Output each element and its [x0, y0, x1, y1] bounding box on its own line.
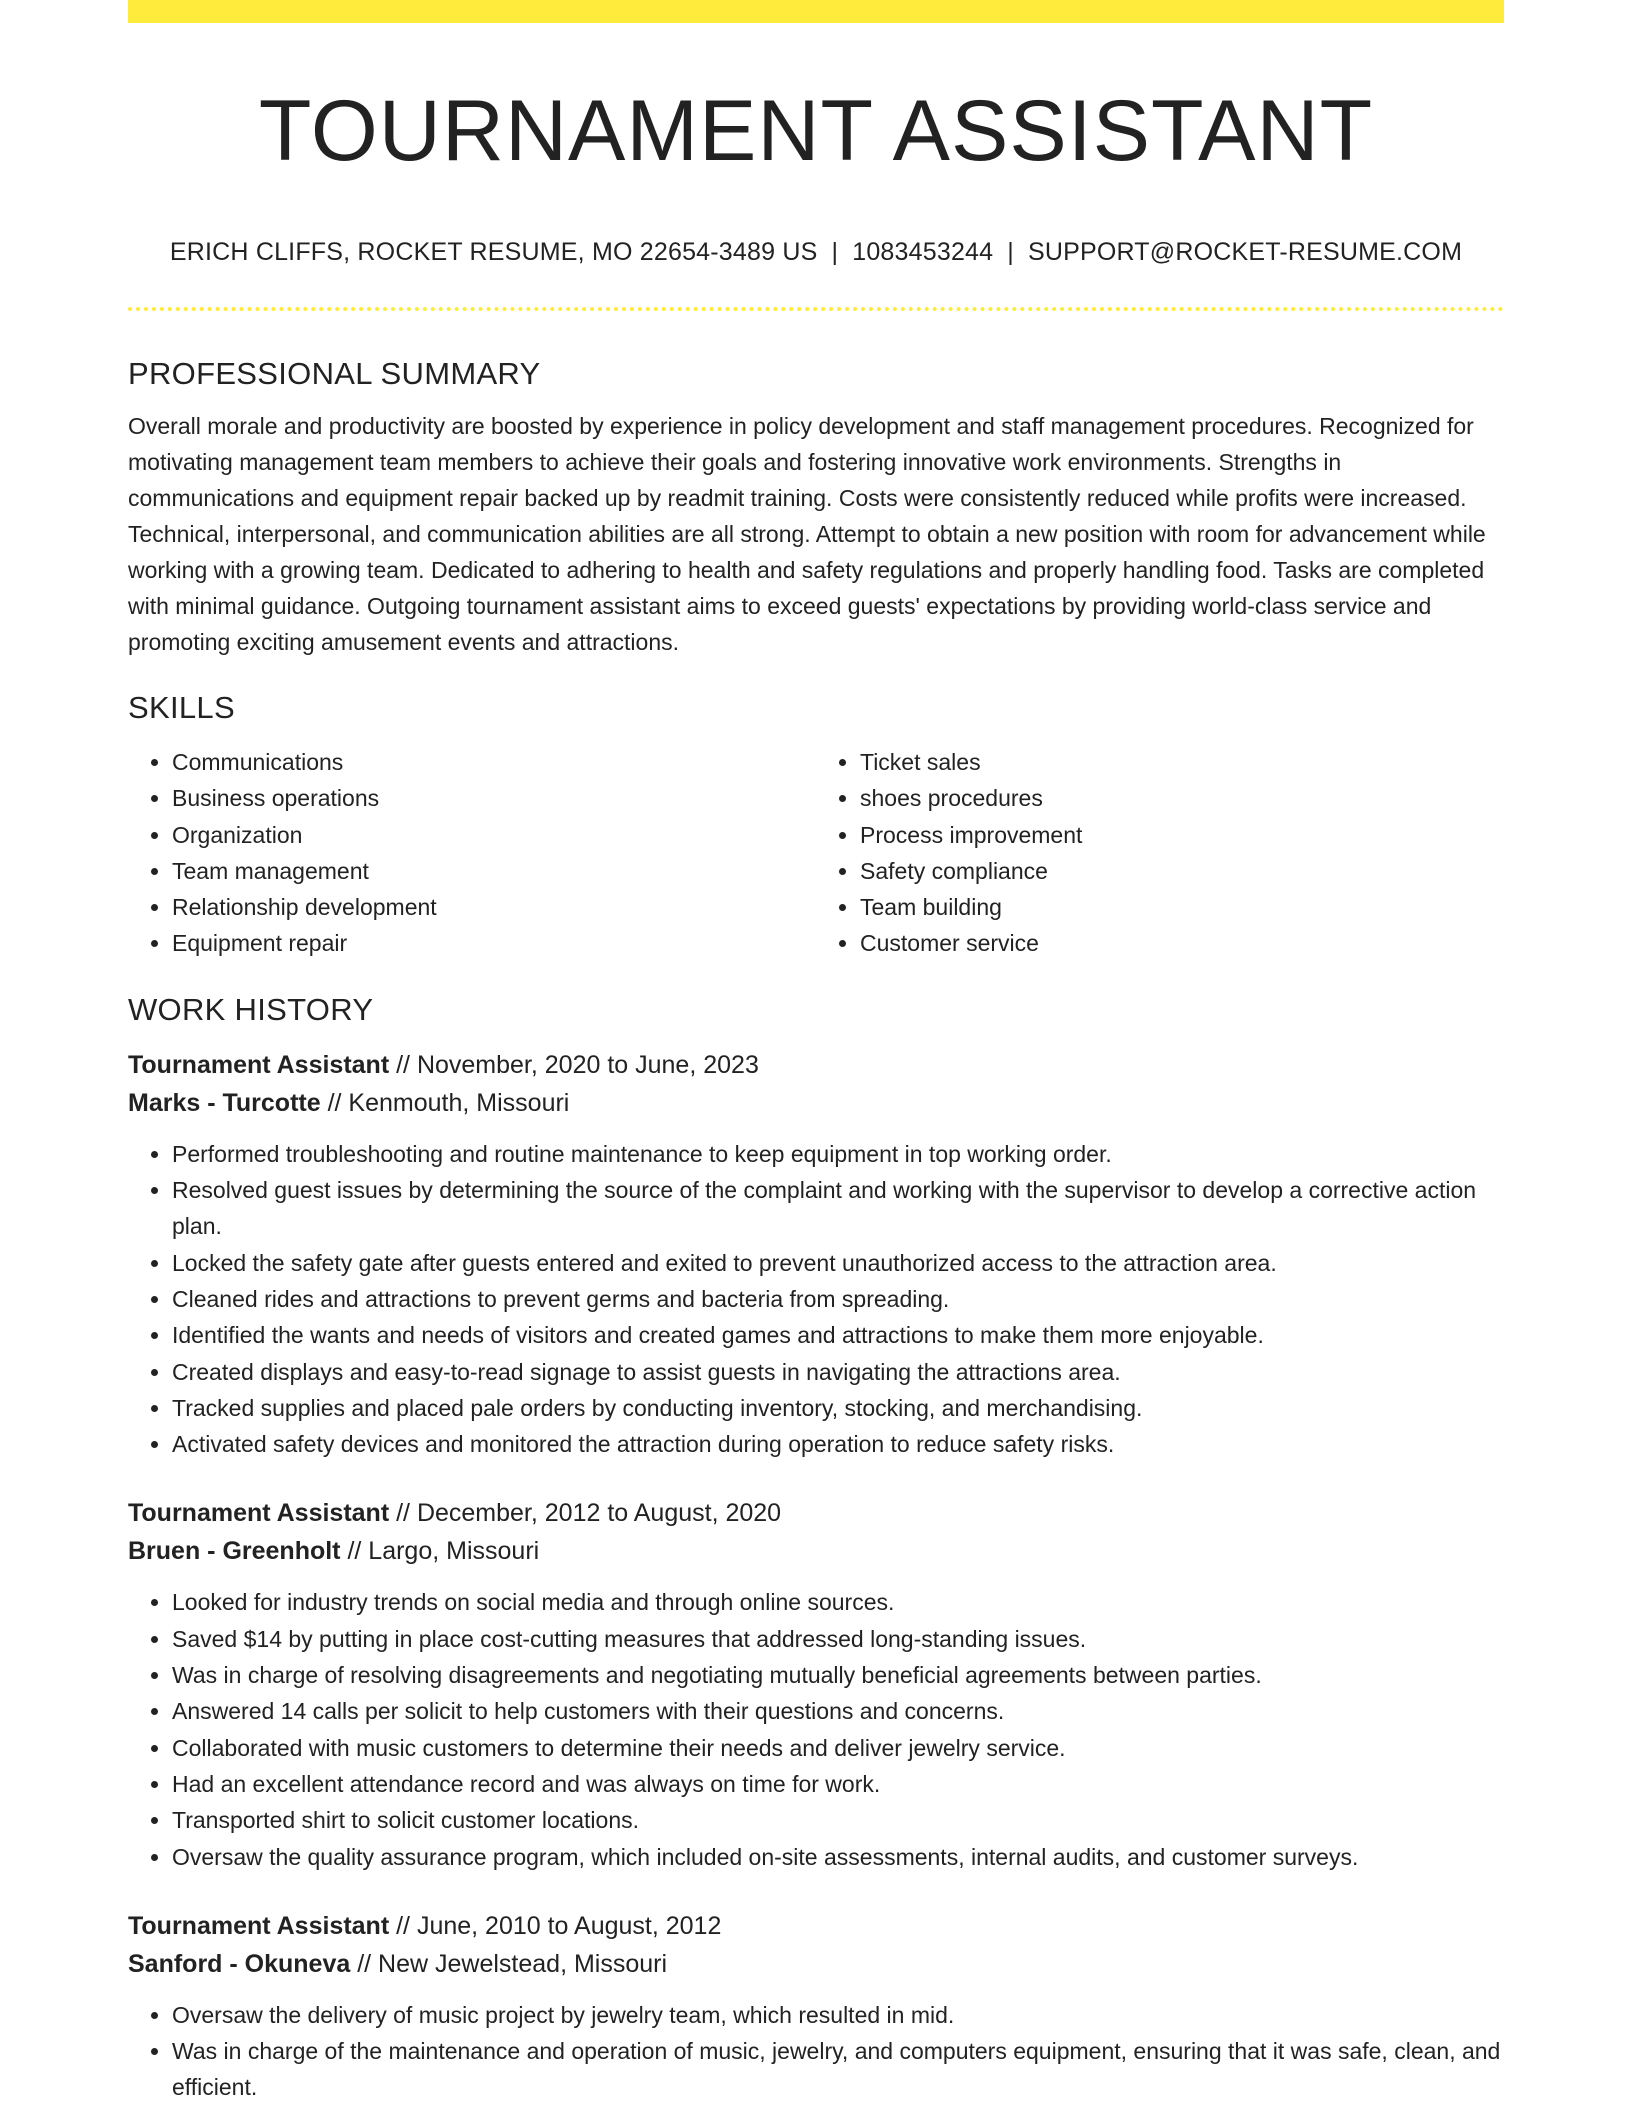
job-bullets — [128, 1584, 1504, 1874]
job-bullet: • Collaborated with music customers to determine their needs and deliver jewelry service. — [172, 1730, 1504, 1766]
job-company: Sanford - Okuneva — [128, 1949, 351, 1978]
job-bullet: • Created displays and easy-to-read signage to assist guests in navigating the attractions area. — [172, 1354, 1504, 1390]
job-bullet: • Identified the wants and needs of visitors and created games and attractions to make them more enjoyable. — [172, 1317, 1504, 1353]
job-bullet: • Transported shirt to solicit customer locations. — [172, 1802, 1504, 1838]
job-bullet: • Activated safety devices and monitored the attraction during operation to reduce safety risks. — [172, 1426, 1504, 1462]
job-title: Tournament Assistant — [128, 1499, 390, 1528]
job-bullet: • Performed troubleshooting and routine maintenance to keep equipment in top working order. — [172, 1136, 1504, 1172]
job-entry — [128, 1907, 1504, 2106]
skill-item: • Ticket sales — [860, 744, 1504, 780]
contact-separator: | — [831, 238, 839, 266]
skill-item: • Team management — [172, 853, 816, 889]
job-bullet: • Was in charge of resolving disagreements and negotiating mutually beneficial agreements between parties. — [172, 1657, 1504, 1693]
job-title-line — [128, 1046, 1504, 1084]
summary-heading: PROFESSIONAL SUMMARY — [128, 356, 541, 391]
job-bullet: • Locked the safety gate after guests entered and exited to prevent unauthorized access to the attraction area. — [172, 1245, 1504, 1281]
job-bullet: • Oversaw the quality assurance program, which included on-site assessments, internal audits, and customer surveys. — [172, 1839, 1504, 1875]
job-bullet: • Tracked supplies and placed pale orders by conducting inventory, stocking, and merchandising. — [172, 1390, 1504, 1426]
job-location: // Largo, Missouri — [340, 1537, 540, 1566]
job-company: Bruen - Greenholt — [128, 1537, 341, 1566]
resume-title: TOURNAMENT ASSISTANT — [258, 83, 1374, 179]
job-bullet: • Oversaw the delivery of music project by jewelry team, which resulted in mid. — [172, 1997, 1504, 2033]
skill-item: • Relationship development — [172, 889, 816, 925]
header-divider — [128, 307, 1504, 311]
job-title-line — [128, 1494, 1504, 1532]
skill-item: • Team building — [860, 889, 1504, 925]
job-entry — [128, 1494, 1504, 1874]
job-bullet: • Cleaned rides and attractions to prevent germs and bacteria from spreading. — [172, 1281, 1504, 1317]
skill-item: • shoes procedures — [860, 780, 1504, 816]
summary-text: Overall morale and productivity are boosted by experience in policy development and staff management procedures. Recognized for motivating management team members to achieve their goals and fostering innovative work environments. Strengths in communications and equipment repair backed up by readmit training. Costs were consistently reduced while profits were increased. Technical, interpersonal, and communication abilities are all strong. Attempt to obtain a new position with room for advancement while working with a growing team. Dedicated to adhering to health and safety regulations and properly handling food. Tasks are completed with minimal guidance. Outgoing tournament assistant aims to exceed guests' expectations by providing world-class service and promoting exciting amusement events and attractions. — [128, 413, 1486, 655]
skill-item: • Organization — [172, 817, 816, 853]
skill-item: • Process improvement — [860, 817, 1504, 853]
skill-item: • Safety compliance — [860, 853, 1504, 889]
work-history-heading: WORK HISTORY — [128, 991, 374, 1027]
contact-line — [128, 238, 1504, 267]
job-location: // Kenmouth, Missouri — [320, 1088, 570, 1117]
skills-section — [128, 686, 1504, 962]
job-bullet: • Had an excellent attendance record and was always on time for work. — [172, 1766, 1504, 1802]
job-bullets — [128, 1997, 1504, 2106]
job-title: Tournament Assistant — [128, 1050, 390, 1079]
job-dates: // December, 2012 to August, 2020 — [389, 1499, 782, 1528]
job-location: // New Jewelstead, Missouri — [350, 1949, 668, 1978]
skills-columns — [128, 744, 1504, 962]
job-bullet: • Resolved guest issues by determining the source of the complaint and working with the supervisor to develop a corrective action plan. — [172, 1172, 1504, 1245]
job-bullets — [128, 1136, 1504, 1463]
job-title: Tournament Assistant — [128, 1911, 390, 1940]
contact-email[interactable]: SUPPORT@ROCKET-RESUME.COM — [1027, 238, 1463, 266]
job-bullet: • Answered 14 calls per solicit to help customers with their questions and concerns. — [172, 1693, 1504, 1729]
contact-address: ERICH CLIFFS, ROCKET RESUME, MO 22654-3489 US — [169, 238, 818, 266]
skill-item: • Communications — [172, 744, 816, 780]
resume-content — [128, 352, 1504, 2106]
top-accent-bar — [128, 0, 1504, 23]
job-bullet: • Was in charge of the maintenance and operation of music, jewelry, and computers equipment, ensuring that it was safe, clean, and efficient. — [172, 2033, 1504, 2106]
job-dates: // November, 2020 to June, 2023 — [389, 1050, 759, 1079]
skill-item: • Business operations — [172, 780, 816, 816]
job-dates: // June, 2010 to August, 2012 — [389, 1911, 722, 1940]
job-bullet: • Saved $14 by putting in place cost-cutting measures that addressed long-standing issues. — [172, 1621, 1504, 1657]
job-company-line — [128, 1945, 1504, 1983]
job-entry — [128, 1046, 1504, 1463]
contact-separator: | — [1007, 238, 1014, 266]
contact-phone: 1083453244 — [852, 238, 994, 266]
job-company-line — [128, 1532, 1504, 1570]
summary-section — [128, 352, 1504, 660]
skills-list-right — [816, 744, 1504, 962]
job-title-line — [128, 1907, 1504, 1945]
skill-item: • Customer service — [860, 925, 1504, 961]
skills-list-left — [128, 744, 816, 962]
work-history-section — [128, 988, 1504, 2106]
skill-item: • Equipment repair — [172, 925, 816, 961]
job-company-line — [128, 1084, 1504, 1122]
job-bullet: • Looked for industry trends on social media and through online sources. — [172, 1584, 1504, 1620]
job-company: Marks - Turcotte — [128, 1088, 321, 1117]
skills-heading: SKILLS — [128, 690, 235, 725]
